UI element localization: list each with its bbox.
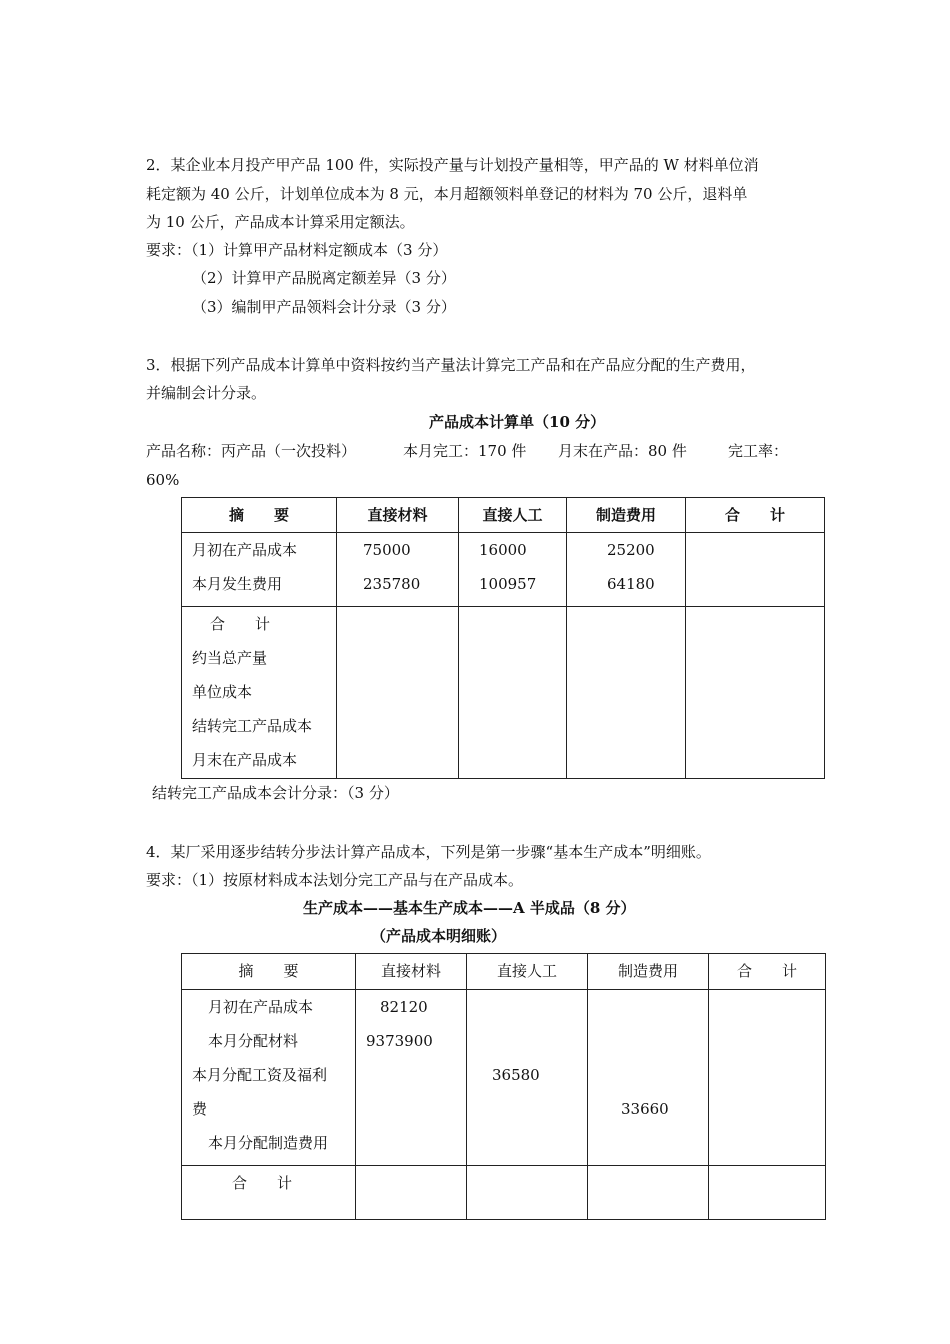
q3-row-label: 本月发生费用 bbox=[192, 575, 283, 593]
q4-labor-value: 36580 bbox=[492, 1066, 540, 1084]
q3-wip-qty: 月末在产品：80 件 bbox=[558, 442, 687, 460]
q2-line-3: 为 10 公斤，产品成本计算采用定额法。 bbox=[146, 213, 415, 231]
q2-requirement-2: （2）计算甲产品脱离定额差异（3 分） bbox=[192, 269, 456, 287]
q3-labor-value: 100957 bbox=[479, 575, 537, 593]
q2-line-2: 耗定额为 40 公斤，计划单位成本为 8 元，本月超额领料单登记的材料为 70 公斤，退料单 bbox=[146, 185, 748, 203]
q3-answer-material[interactable] bbox=[337, 607, 459, 779]
q4-line-1: 4．某厂采用逐步结转分步法计算产品成本，下列是第一步骤“基本生产成本”明细账。 bbox=[146, 843, 711, 861]
q3-completion-rate-value: 60% bbox=[146, 471, 180, 489]
q3-header-material: 直接材料 bbox=[367, 506, 428, 524]
q3-completed-qty: 本月完工：170 件 bbox=[403, 442, 527, 460]
q3-row-label: 月初在产品成本 bbox=[192, 541, 298, 559]
q3-header-labor: 直接人工 bbox=[482, 506, 543, 524]
q4-header-summary: 摘 要 bbox=[238, 962, 299, 980]
q3-header-summary: 摘 要 bbox=[228, 506, 289, 524]
q3-row-label: 单位成本 bbox=[192, 683, 253, 701]
q4-title-2: （产品成本明细账） bbox=[371, 927, 507, 945]
q4-header-labor: 直接人工 bbox=[496, 962, 557, 980]
q3-line-1: 3．根据下列产品成本计算单中资料按约当产量法计算完工产品和在产品应分配的生产费用， bbox=[146, 356, 756, 374]
q4-answer-material[interactable] bbox=[356, 1166, 467, 1220]
q4-answer-overhead[interactable] bbox=[588, 1166, 709, 1220]
q2-line-1: 2．某企业本月投产甲产品 100 件，实际投产量与计划投产量相等，甲产品的 W 材料单位消 bbox=[146, 156, 759, 174]
q3-labor-value: 16000 bbox=[479, 541, 527, 559]
q3-row-label: 结转完工产品成本 bbox=[192, 717, 313, 735]
q4-header-total: 合 计 bbox=[736, 962, 797, 980]
q4-ledger-table bbox=[181, 953, 826, 1220]
q4-total-label: 合 计 bbox=[232, 1174, 293, 1192]
q4-requirement-1: 要求：（1）按原材料成本法划分完工产品与在产品成本。 bbox=[146, 871, 524, 889]
q3-overhead-value: 64180 bbox=[607, 575, 655, 593]
q2-requirement-1: 要求：（1）计算甲产品材料定额成本（3 分） bbox=[146, 241, 448, 259]
q3-answer-total[interactable] bbox=[686, 607, 825, 779]
q3-row-label: 月末在产品成本 bbox=[192, 751, 298, 769]
q4-overhead-value: 33660 bbox=[621, 1100, 669, 1118]
q4-header-material: 直接材料 bbox=[380, 962, 441, 980]
q3-total-cell[interactable] bbox=[686, 533, 825, 607]
q3-answer-overhead[interactable] bbox=[567, 607, 686, 779]
q3-footer: 结转完工产品成本会计分录：（3 分） bbox=[152, 784, 399, 802]
q3-table-title: 产品成本计算单（10 分） bbox=[429, 413, 606, 431]
q3-header-overhead: 制造费用 bbox=[595, 506, 656, 524]
q3-product-name: 产品名称：丙产品（一次投料） bbox=[146, 442, 357, 460]
q4-header-overhead: 制造费用 bbox=[617, 962, 678, 980]
q2-requirement-3: （3）编制甲产品领料会计分录（3 分） bbox=[192, 298, 456, 316]
q3-row-label: 合 计 bbox=[210, 615, 271, 633]
q4-row-label: 本月分配工资及福利 bbox=[192, 1066, 328, 1084]
q4-row-label: 月初在产品成本 bbox=[208, 998, 314, 1016]
q3-material-value: 75000 bbox=[363, 541, 411, 559]
q4-total-cell[interactable] bbox=[709, 990, 826, 1166]
q4-answer-total[interactable] bbox=[709, 1166, 826, 1220]
q4-answer-labor[interactable] bbox=[467, 1166, 588, 1220]
q3-cost-table bbox=[181, 497, 825, 779]
q4-material-value: 82120 bbox=[380, 998, 428, 1016]
q4-row-label: 费 bbox=[192, 1100, 208, 1118]
q3-material-value: 235780 bbox=[363, 575, 421, 593]
q4-material-value: 9373900 bbox=[366, 1032, 433, 1050]
q4-row-label: 本月分配材料 bbox=[208, 1032, 299, 1050]
q3-line-2: 并编制会计分录。 bbox=[146, 384, 267, 402]
q4-title-1: 生产成本——基本生产成本——A 半成品（8 分） bbox=[303, 899, 636, 917]
q4-row-label: 本月分配制造费用 bbox=[208, 1134, 329, 1152]
q3-row-label: 约当总产量 bbox=[192, 649, 268, 667]
q3-header-total: 合 计 bbox=[724, 506, 785, 524]
q3-answer-labor[interactable] bbox=[459, 607, 567, 779]
q3-overhead-value: 25200 bbox=[607, 541, 655, 559]
q3-completion-rate-label: 完工率： bbox=[728, 442, 789, 460]
